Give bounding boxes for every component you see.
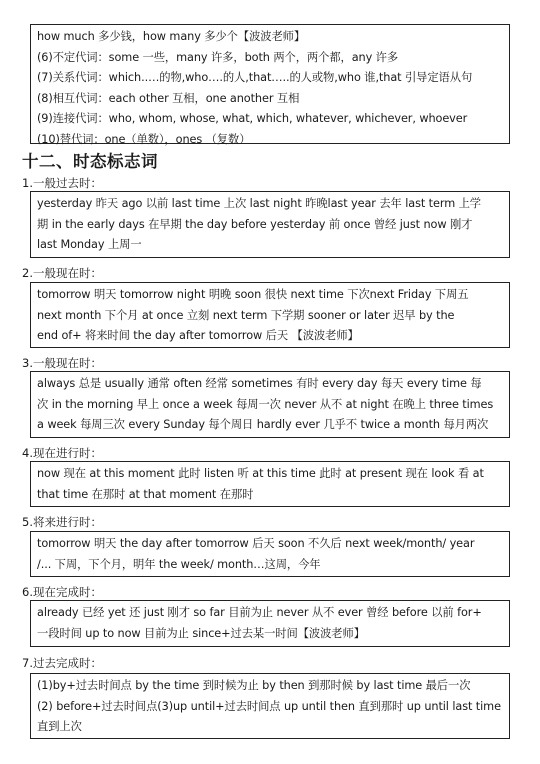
tense-box-simple-past <box>30 191 510 258</box>
text-line: (7)关系代词：which..…的物,who….的人,that…..的人或物,who 谁,that 引导定语从句 <box>37 71 473 84</box>
tense-label-future-continuous: 5.将来进行时： <box>22 515 102 529</box>
text-line: /... 下周，下个月，明年 the week/ month…这周，今年 <box>37 557 321 571</box>
text-line: that time 在那时 at that moment 在那时 <box>37 487 254 501</box>
tense-label-simple-future: 2.一般现在时： <box>22 266 102 280</box>
tense-box-future-continuous <box>30 531 510 577</box>
text-line: (9)连接代词：who, whom, whose, what, which, whatever, whichever, whoever <box>37 112 468 125</box>
text-line: (10)替代词：one（单数），ones （复数） <box>37 132 251 146</box>
text-line: (6)不定代词：some 一些，many 许多，both 两个，两个都，any 许多 <box>37 50 399 64</box>
text-line: 一段时间 up to now 目前为止 since+过去某一时间【波波老师】 <box>37 626 365 640</box>
tense-label-present-continuous: 4.现在进行时： <box>22 446 102 460</box>
tense-box-simple-future <box>30 282 510 348</box>
tense-box-simple-present <box>30 371 510 438</box>
text-line: yesterday 昨天 ago 以前 last time 上次 last night 昨晚last year 去年 last term 上学 <box>37 197 481 210</box>
tense-box-past-perfect <box>30 673 510 739</box>
section-title: 十二、时态标志词 <box>22 152 158 171</box>
tense-label-past-perfect: 7.过去完成时： <box>22 656 102 670</box>
text-line: (2) before+过去时间点(3)up until+过去时间点 up until then 直到那时 up until last time <box>37 699 501 713</box>
text-line: (8)相互代词：each other 互相，one another 互相 <box>37 91 300 105</box>
text-line: tomorrow 明天 tomorrow night 明晚 soon 很快 next time 下次next Friday 下周五 <box>37 288 469 301</box>
pronoun-notes-box <box>30 24 510 144</box>
text-line: tomorrow 明天 the day after tomorrow 后天 soon 不久后 next week/month/ year <box>37 537 475 550</box>
text-line: always 总是 usually 通常 often 经常 sometimes 有时 every day 每天 every time 每 <box>37 377 482 390</box>
text-line: next month 下个月 at once 立刻 next term 下学期 sooner or later 迟早 by the <box>37 308 455 322</box>
tense-box-present-perfect <box>30 600 510 647</box>
text-line: (1)by+过去时间点 by the time 到时候为止 by then 到那时候 by last time 最后一次 <box>37 679 471 692</box>
text-line: 次 in the morning 早上 once a week 每周一次 never 从不 at night 在晚上 three times <box>37 397 494 411</box>
text-line: now 现在 at this moment 此时 listen 听 at this time 此时 at present 现在 look 看 at <box>37 467 484 480</box>
text-line: 直到上次 <box>37 720 82 733</box>
tense-label-present-perfect: 6.现在完成时： <box>22 585 102 599</box>
text-line: how much 多少钱，how many 多少个【波波老师】 <box>37 30 306 43</box>
text-line: end of+ 将来时间 the day after tomorrow 后天 【波波老师】 <box>37 329 359 342</box>
text-line: already 已经 yet 还 just 刚才 so far 目前为止 never 从不 ever 曾经 before 以前 for+ <box>37 606 482 619</box>
text-line: 期 in the early days 在早期 the day before yesterday 前 once 曾经 just now 刚才 <box>37 217 473 231</box>
tense-box-present-continuous <box>30 461 510 507</box>
text-line: last Monday 上周一 <box>37 238 142 251</box>
tense-label-simple-past: 1.一般过去时： <box>22 176 102 190</box>
tense-label-simple-present: 3.一般现在时： <box>22 356 102 370</box>
text-line: a week 每周三次 every Sunday 每个周日 hardly ever 几乎不 twice a month 每月两次 <box>37 418 489 431</box>
